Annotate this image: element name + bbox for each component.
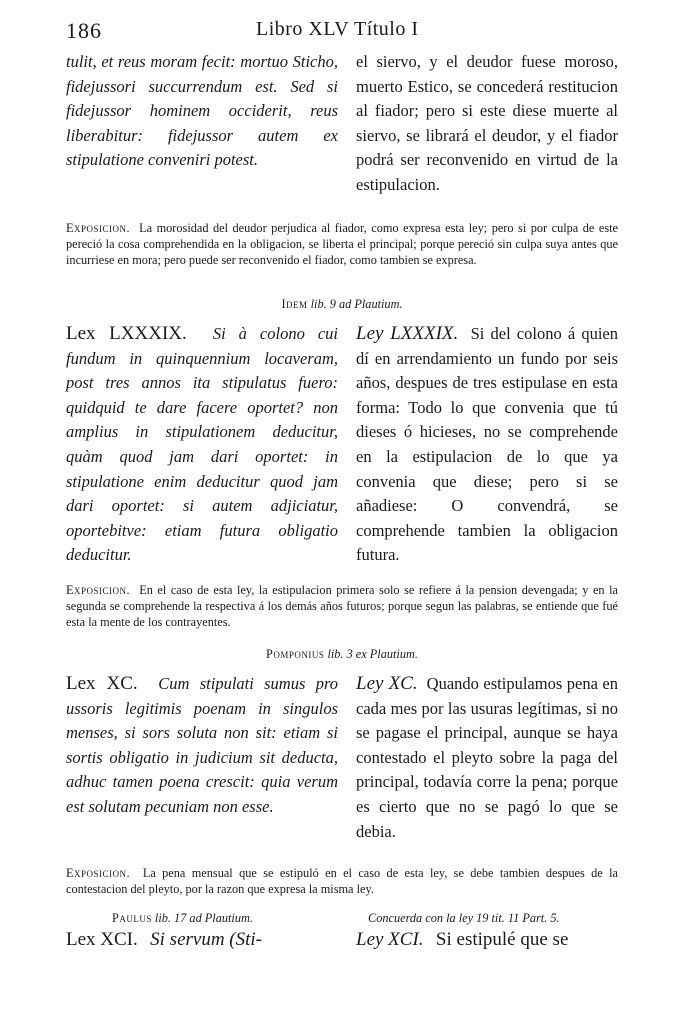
latin-text [66,672,338,820]
exposition-1 [66,220,618,269]
latin-text: tulit, et reus moram fecit: mortuo Sticho, fidejussori succurrendum est. Sed si fidejussor hominem occiderit, reus liberabitur: fidejussor autem ex stipulatione conveniri potest. [66,52,338,170]
exposition-label: Exposicion. [66,866,131,880]
lex-heading: Lex XC. [66,673,138,694]
ley-heading: Ley LXXXIX. [356,323,459,344]
exposition-2 [66,582,618,631]
running-title: Libro XLV Título I [256,18,419,40]
spanish-text [356,672,618,844]
spanish-column [356,928,618,953]
exposition-3 [66,865,618,897]
source-citation-2 [66,647,618,662]
spanish-text [356,928,618,953]
exposition-label: Exposicion. [66,583,131,597]
exposition-text: La pena mensual que se estipuló en el caso de esta ley, se debe tambien despues de la contestacion del pleyto, por la razon que expresa la misma ley. [66,866,618,897]
source-author: Pomponius [266,647,325,661]
concordance-note: Concuerda con la ley 19 tit. 11 Part. 5. [368,911,560,925]
spanish-text [356,322,618,568]
ley-heading: Ley XCI. [356,929,424,950]
page-header [66,18,618,48]
lex-heading: Lex XCI. [66,929,138,950]
latin-text [66,928,338,953]
exposition-text: La morosidad del deudor perjudica al fiador, como expresa esta ley; pero si por culpa de este pereció la cosa comprehendida en la obligacion, se liberta el principal; porque pereció sin culpa suya antes que incurriese en mora; pero puede ser reconvenido el fiador, como tambien se expresa. [66,221,618,268]
latin-body: Si servum (Sti- [150,929,263,950]
spanish-body: Quando estipulamos pena en cada mes por las usuras legítimas, si no se pagase el principal, aunque se haya contestado el pleyto sobre la paga del principal, todavía corre la pena; porque es cierto que no se pagó lo que se debia. [356,674,618,841]
spanish-text: el siervo, y el deudor fuese moroso, muerto Estico, se concederá restitucion al fiador; pero si este diese muerte al siervo, se librará el deudor, y el fiador podrá ser reconvenido en virtud de la estipulacion. [356,52,618,194]
spanish-column [356,322,618,568]
latin-column [66,322,338,568]
latin-column [66,928,338,953]
latin-column [66,672,338,820]
lex-heading: Lex LXXXIX. [66,323,187,344]
source-author: Idem [281,297,308,311]
ley-heading: Ley XC. [356,673,418,694]
lex-89-block [66,322,618,572]
latin-body: Cum stipulati sumus pro ussoris legitimis poenam in singulos menses, si sors soluta non sit: etiam si sortis obligatio in judicium sit deducta, adhuc tamen poena crescit: quia verum est solutam pecuniam non esse. [66,674,339,816]
exposition-label: Exposicion. [66,221,131,235]
page-number: 186 [66,18,102,43]
latin-text [66,322,338,568]
source-citation-3 [112,911,253,926]
latin-body: Si à colono cui fundum in quinquennium locaveram, post tres annos ita stipulatus fuero: quidquid te dare facere oportet? non amplius in stipulationem deducitur, quàm quod jam dari oportet: in stipulatione enim deducitur quod jam dari oportet: si autem adjiciatur, oportebitve: etiam futura obligatio deducitur. [66,324,339,565]
source-citation-1 [66,297,618,312]
lex-90-block [66,672,618,857]
spanish-column [356,50,618,198]
spanish-body: Si del colono á quien dí en arrendamiento un fundo por seis años, despues de tres estipulase en esta forma: Todo lo que convenia que tú dieses ó hicieses, no se comprehende en la estipulacion de lo que ya convenia que diese; pero si se añadiese: O convendrá, se comprehende tambien la obligacion futura. [356,324,618,565]
latin-column [66,50,338,173]
lex-91-block [66,928,618,968]
source-work: lib. 3 ex Plautium. [327,647,418,661]
spanish-column [356,672,618,844]
spanish-body: Si estipulé que se [435,929,569,950]
source-work: lib. 9 ad Plautium. [310,297,403,311]
source-author: Paulus [112,911,152,925]
continuation-block [66,50,618,210]
source-work: lib. 17 ad Plautium. [154,911,253,925]
exposition-text: En el caso de esta ley, la estipulacion primera solo se refiere á la pension devengada; y en la segunda se comprehende la respectiva á los demás años futuros; porque segun las palabras, se entiende que fué esta la mente de los contrayentes. [66,583,618,630]
